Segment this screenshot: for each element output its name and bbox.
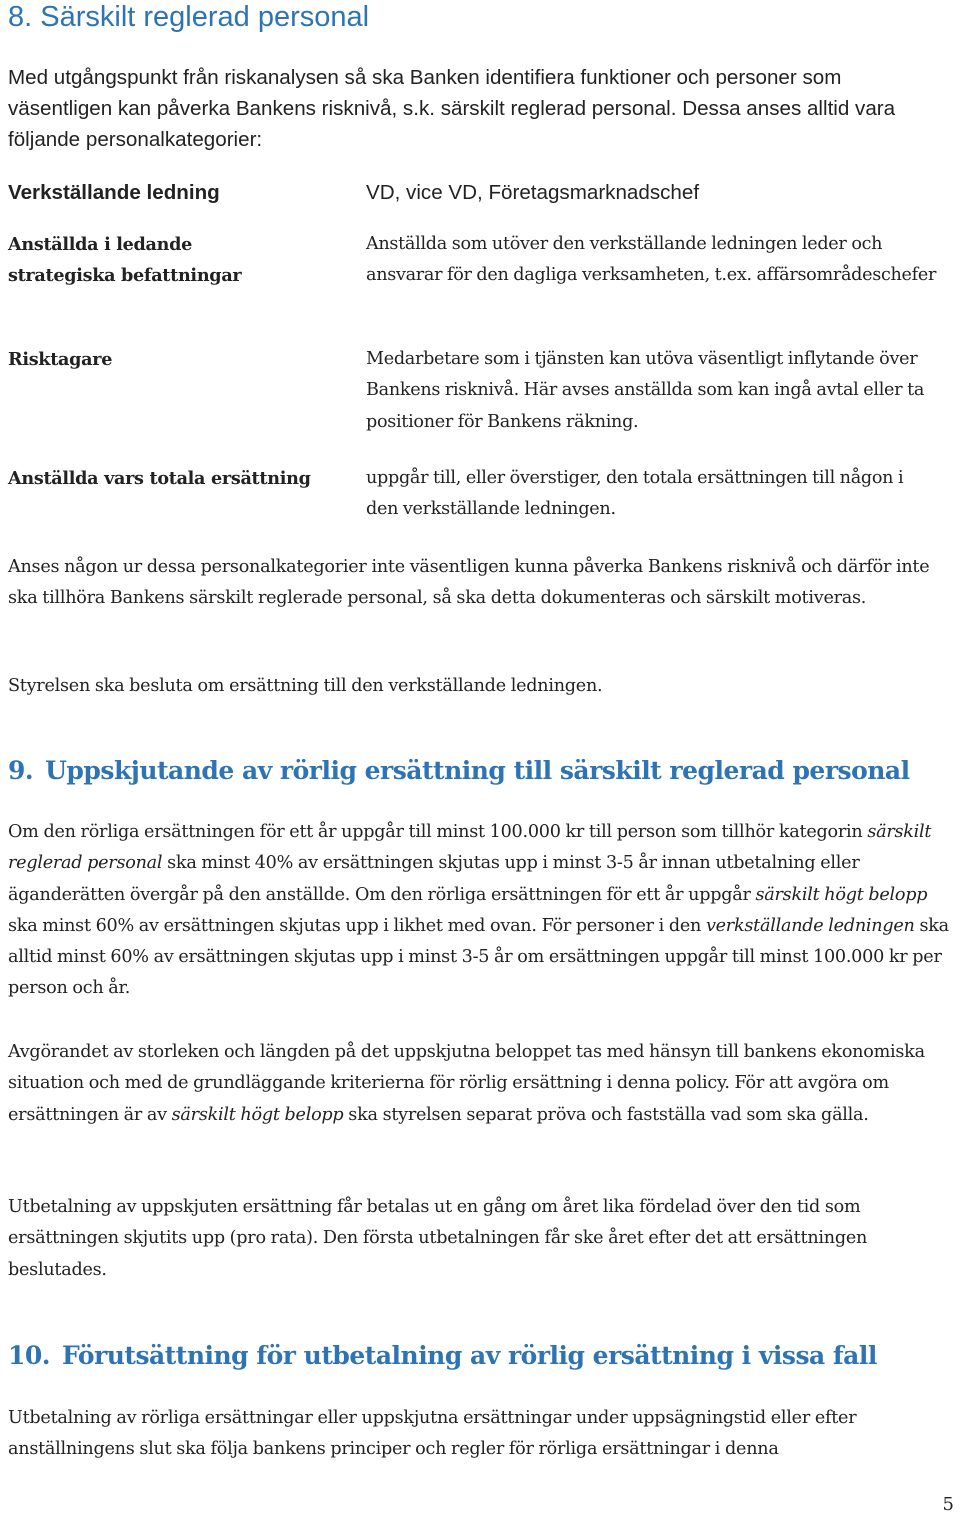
emphasis-high-amount-2: särskilt högt belopp <box>171 1104 344 1125</box>
section-9-paragraph-1: Om den rörliga ersättningen för ett år uppgår till minst 100.000 kr till person som tillhör kategorin särskilt reglerad personal ska minst 40% av ersättningen skjutas upp i minst 3-5 år innan utbetalning eller äganderätten övergår på den anställde. Om den rörliga ersättningen för ett år uppgår särskilt högt belopp ska minst 60% av ersättningen skjutas upp i likhet med ovan. För personer i den verkställande ledningen ska alltid minst 60% av ersättningen skjutas upp i minst 3-5 år om ersättningen uppgår till minst 100.000 kr per person och år. <box>8 822 949 999</box>
category-term-strategic-positions-line-2: strategiska befattningar <box>8 265 242 286</box>
category-desc-total-remuneration: uppgår till, eller överstiger, den totala ersättningen till någon i den verkställande ledningen. <box>366 468 904 520</box>
category-desc-strategic-positions: Anställda som utöver den verkställande ledningen leder och ansvarar för den dagliga verksamheten, t.ex. affärsområdeschefer <box>366 234 937 286</box>
emphasis-high-amount: särskilt högt belopp <box>755 884 928 905</box>
section-10-number: 10. <box>8 1341 50 1370</box>
section-8-board-paragraph: Styrelsen ska besluta om ersättning till den verkställande ledningen. <box>8 676 603 696</box>
section-9-number: 9. <box>8 756 34 785</box>
section-10-heading <box>8 1340 877 1372</box>
section-8-intro-line-2: väsentligen kan påverka Bankens risknivå, s.k. särskilt reglerad personal. Dessa anses alltid vara <box>8 97 896 120</box>
emphasis-executive-management: verkställande ledningen <box>705 915 915 936</box>
category-term-risk-takers: Risktagare <box>8 349 113 370</box>
section-8-exclusion-paragraph: Anses någon ur dessa personalkategorier inte väsentligen kunna påverka Bankens risknivå och därför inte ska tillhöra Bankens särskilt reglerade personal, så ska detta dokumenteras och särskilt motiveras. <box>8 557 930 609</box>
section-10-title: Förutsättning för utbetalning av rörlig ersättning i vissa fall <box>62 1341 877 1370</box>
category-desc-risk-takers: Medarbetare som i tjänsten kan utöva väsentligt inflytande över Bankens risknivå. Här avses anställda som kan ingå avtal eller ta positioner för Bankens räkning. <box>366 349 925 432</box>
section-9-title: Uppskjutande av rörlig ersättning till särskilt reglerad personal <box>45 756 910 785</box>
category-term-total-remuneration: Anställda vars totala ersättning <box>8 468 311 489</box>
section-10-paragraph-1: Utbetalning av rörliga ersättningar eller uppskjutna ersättningar under uppsägningstid eller efter anställningens slut ska följa bankens principer och regler för rörliga ersättningar i denna <box>8 1408 857 1460</box>
emphasis-special-regulated: särskilt reglerad personal <box>8 822 932 874</box>
section-9-heading <box>8 755 910 787</box>
section-9-paragraph-2: Avgörandet av storleken och längden på det uppskjutna beloppet tas med hänsyn till bankens ekonomiska situation och med de grundläggande kriterierna för rörlig ersättning i denna policy. För att avgöra om ersättningen är av särskilt högt belopp ska styrelsen separat pröva och fastställa vad som ska gälla. <box>8 1042 925 1125</box>
category-term-strategic-positions-line-1: Anställda i ledande <box>8 234 193 255</box>
section-9-paragraph-3: Utbetalning av uppskjuten ersättning får betalas ut en gång om året lika fördelad över den tid som ersättningen skjutits upp (pro rata). Den första utbetalningen får ske året efter det att ersättningen beslutades. <box>8 1197 868 1280</box>
section-8-heading: 8. Särskilt reglerad personal <box>8 1 370 33</box>
category-desc-executive-management: VD, vice VD, Företagsmarknadschef <box>366 181 700 204</box>
page-number: 5 <box>942 1494 954 1515</box>
category-term-executive-management: Verkställande ledning <box>8 181 220 204</box>
section-8-intro-line-3: följande personalkategorier: <box>8 128 263 151</box>
section-8-intro-line-1: Med utgångspunkt från riskanalysen så ska Banken identifiera funktioner och personer som <box>8 66 842 89</box>
